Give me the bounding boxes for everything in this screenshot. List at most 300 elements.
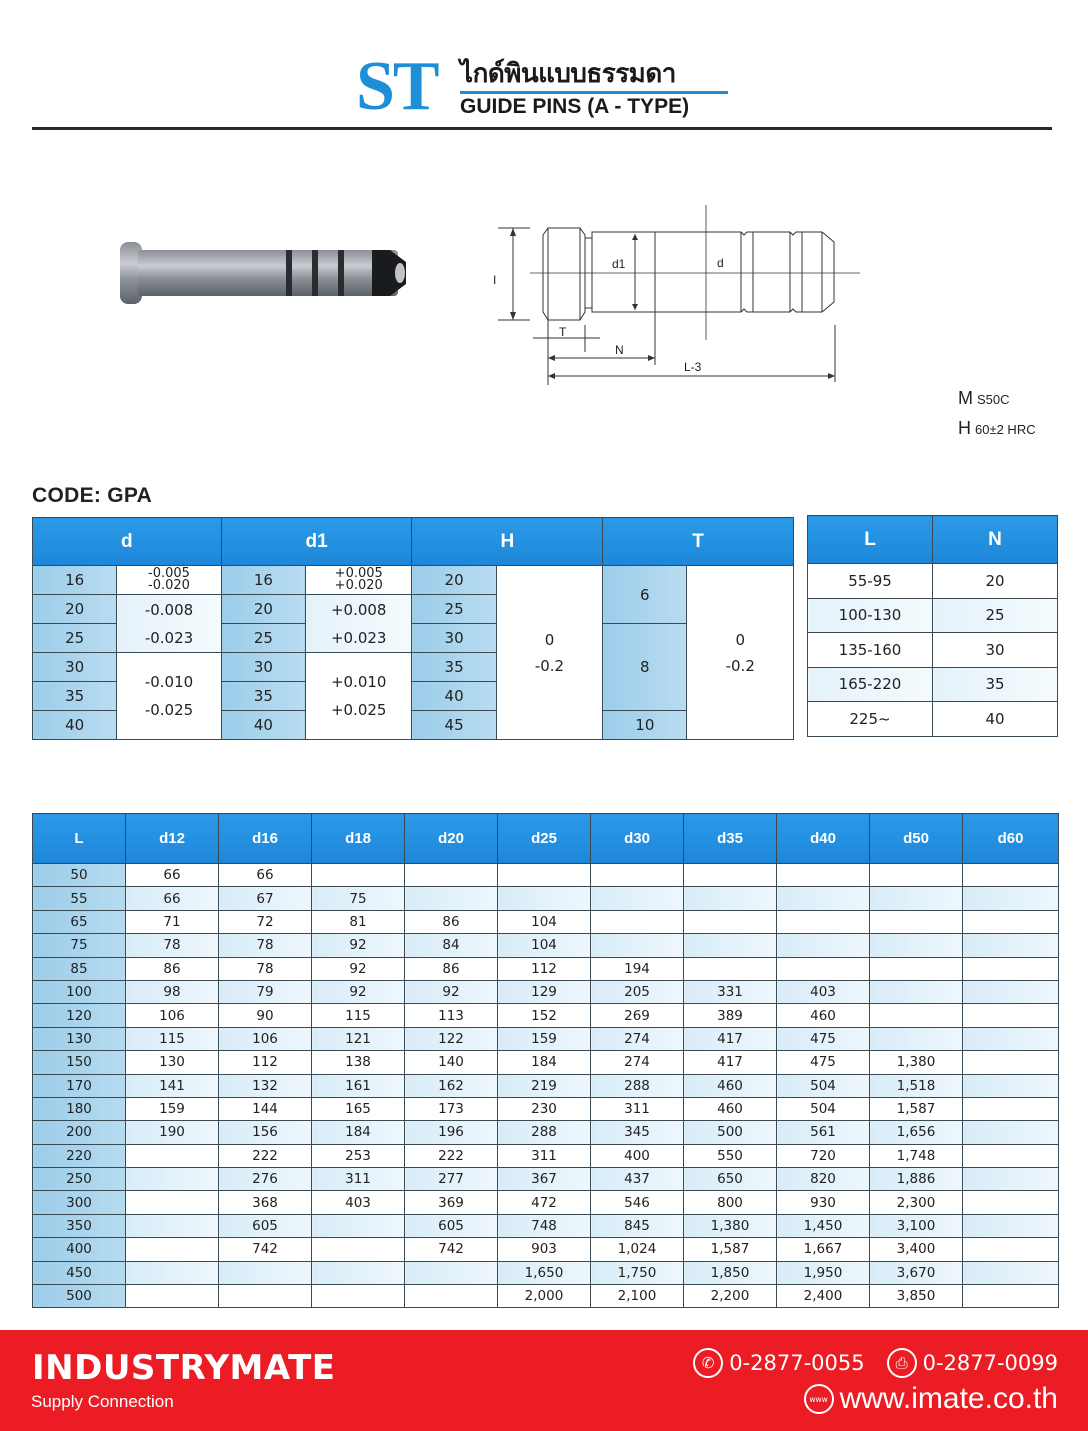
value-cell	[870, 980, 963, 1003]
value-cell: 368	[219, 1191, 312, 1214]
d-size: 25	[33, 624, 117, 653]
value-cell: 561	[777, 1121, 870, 1144]
length-cell: 200	[33, 1121, 126, 1144]
value-cell: 1,950	[777, 1261, 870, 1284]
label-d1: d1	[612, 257, 626, 271]
value-cell: 78	[219, 934, 312, 957]
value-cell: 288	[591, 1074, 684, 1097]
value-cell	[405, 864, 498, 887]
value-cell: 605	[219, 1214, 312, 1237]
value-cell: 1,587	[870, 1097, 963, 1120]
table-row	[33, 1168, 1059, 1191]
d-tolerance	[117, 653, 221, 740]
value-cell	[870, 910, 963, 933]
value-cell: 274	[591, 1051, 684, 1074]
value-cell	[126, 1285, 219, 1308]
value-cell: 140	[405, 1051, 498, 1074]
value-cell: 460	[684, 1097, 777, 1120]
label-height: I	[493, 273, 497, 287]
value-cell: 78	[219, 957, 312, 980]
value-cell: 159	[498, 1027, 591, 1050]
column-header-d30: d30	[591, 814, 684, 864]
value-cell: 367	[498, 1168, 591, 1191]
value-cell: 311	[498, 1144, 591, 1167]
value-cell	[405, 887, 498, 910]
material-spec	[958, 384, 1036, 444]
h-size: 30	[412, 624, 496, 653]
value-cell: 184	[312, 1121, 405, 1144]
length-cell: 130	[33, 1027, 126, 1050]
header-H: H	[412, 518, 603, 566]
value-cell: 205	[591, 980, 684, 1003]
table-row	[33, 1238, 1059, 1261]
value-cell: 277	[405, 1168, 498, 1191]
n-value: 35	[933, 667, 1058, 702]
value-cell: 472	[498, 1191, 591, 1214]
column-header-d20: d20	[405, 814, 498, 864]
ln-row	[808, 633, 1058, 668]
contact-line	[693, 1348, 1058, 1378]
web-icon: www	[804, 1384, 834, 1414]
value-cell	[963, 957, 1059, 980]
value-cell: 130	[126, 1051, 219, 1074]
tolerance-row	[33, 566, 794, 595]
website-link[interactable]: www.imate.co.th	[839, 1382, 1058, 1415]
value-cell: 113	[405, 1004, 498, 1027]
h-size: 20	[412, 566, 496, 595]
value-cell: 845	[591, 1214, 684, 1237]
value-cell: 219	[498, 1074, 591, 1097]
table-row	[33, 1144, 1059, 1167]
value-cell	[963, 887, 1059, 910]
value-cell: 2,400	[777, 1285, 870, 1308]
length-cell: 50	[33, 864, 126, 887]
d-tol-upper: -0.010	[144, 673, 194, 691]
h-size: 40	[412, 682, 496, 711]
value-cell	[126, 1144, 219, 1167]
label-N: N	[615, 343, 624, 357]
value-cell: 144	[219, 1097, 312, 1120]
value-cell	[126, 1168, 219, 1191]
value-cell: 417	[684, 1027, 777, 1050]
value-cell: 903	[498, 1238, 591, 1261]
value-cell	[870, 864, 963, 887]
value-cell: 800	[684, 1191, 777, 1214]
value-cell	[963, 1168, 1059, 1191]
value-cell: 222	[219, 1144, 312, 1167]
value-cell: 66	[126, 887, 219, 910]
length-range: 55-95	[808, 564, 933, 599]
brand-tagline: Supply Connection	[31, 1392, 174, 1411]
phone-number[interactable]: 0-2877-0055	[729, 1351, 865, 1375]
value-cell: 400	[591, 1144, 684, 1167]
value-cell: 184	[498, 1051, 591, 1074]
material-label: M	[958, 388, 973, 408]
value-cell: 138	[312, 1051, 405, 1074]
value-cell: 141	[126, 1074, 219, 1097]
value-cell	[870, 957, 963, 980]
value-cell: 66	[126, 864, 219, 887]
length-cell: 170	[33, 1074, 126, 1097]
d1-tol-upper: +0.010	[330, 673, 387, 691]
table-row	[33, 910, 1059, 933]
value-cell	[870, 1027, 963, 1050]
value-cell: 132	[219, 1074, 312, 1097]
value-cell: 1,656	[870, 1121, 963, 1144]
length-cell: 85	[33, 957, 126, 980]
column-header-d35: d35	[684, 814, 777, 864]
h-size: 25	[412, 595, 496, 624]
brand-logo: INDUSTRYMATE	[32, 1348, 336, 1388]
length-cell: 500	[33, 1285, 126, 1308]
value-cell: 1,850	[684, 1261, 777, 1284]
value-cell: 106	[219, 1027, 312, 1050]
value-cell	[126, 1261, 219, 1284]
length-cell: 300	[33, 1191, 126, 1214]
value-cell: 84	[405, 934, 498, 957]
tolerance-table	[32, 517, 794, 740]
value-cell: 3,400	[870, 1238, 963, 1261]
hardness-label: H	[958, 418, 971, 438]
value-cell: 3,850	[870, 1285, 963, 1308]
value-cell	[219, 1285, 312, 1308]
d1-tol-upper: +0.008	[330, 600, 387, 619]
value-cell: 460	[684, 1074, 777, 1097]
value-cell: 71	[126, 910, 219, 933]
d-size: 35	[33, 682, 117, 711]
value-cell: 437	[591, 1168, 684, 1191]
guide-pin-photo	[110, 238, 410, 308]
value-cell: 98	[126, 980, 219, 1003]
product-code: CODE: GPA	[32, 484, 153, 507]
value-cell	[963, 1004, 1059, 1027]
value-cell	[312, 1285, 405, 1308]
value-cell: 504	[777, 1097, 870, 1120]
pin-body	[138, 250, 398, 296]
value-cell: 86	[126, 957, 219, 980]
d-tol-lower: -0.025	[144, 701, 194, 719]
value-cell: 165	[312, 1097, 405, 1120]
value-cell	[312, 1238, 405, 1261]
length-cell: 120	[33, 1004, 126, 1027]
table-row	[33, 980, 1059, 1003]
value-cell: 104	[498, 910, 591, 933]
d1-size: 25	[221, 624, 305, 653]
value-cell: 1,750	[591, 1261, 684, 1284]
pin-groove	[312, 250, 318, 296]
value-cell	[591, 864, 684, 887]
value-cell: 106	[126, 1004, 219, 1027]
value-cell	[870, 1004, 963, 1027]
d-size: 40	[33, 711, 117, 740]
value-cell: 403	[777, 980, 870, 1003]
length-cell: 65	[33, 910, 126, 933]
value-cell: 742	[405, 1238, 498, 1261]
value-cell: 345	[591, 1121, 684, 1144]
value-cell: 2,200	[684, 1285, 777, 1308]
ln-row	[808, 702, 1058, 737]
value-cell: 1,650	[498, 1261, 591, 1284]
value-cell: 1,748	[870, 1144, 963, 1167]
header-divider	[32, 127, 1052, 130]
label-L: L-3	[684, 360, 702, 374]
length-cell: 75	[33, 934, 126, 957]
value-cell: 269	[591, 1004, 684, 1027]
length-n-table	[807, 515, 1058, 737]
value-cell: 1,450	[777, 1214, 870, 1237]
value-cell	[963, 1238, 1059, 1261]
length-cell: 400	[33, 1238, 126, 1261]
value-cell: 500	[684, 1121, 777, 1144]
h-tol-lower: -0.2	[534, 656, 565, 675]
value-cell: 92	[312, 934, 405, 957]
d-tolerance	[117, 566, 221, 595]
value-cell: 331	[684, 980, 777, 1003]
value-cell	[312, 864, 405, 887]
h-size: 35	[412, 653, 496, 682]
value-cell: 930	[777, 1191, 870, 1214]
value-cell: 550	[684, 1144, 777, 1167]
size-price-table	[32, 813, 1059, 1308]
value-cell	[963, 910, 1059, 933]
value-cell: 230	[498, 1097, 591, 1120]
d1-tol-lower: +0.023	[330, 628, 387, 647]
value-cell: 159	[126, 1097, 219, 1120]
t-tol-upper: 0	[735, 630, 746, 649]
value-cell: 3,670	[870, 1261, 963, 1284]
value-cell: 72	[219, 910, 312, 933]
table-row	[33, 1097, 1059, 1120]
value-cell	[963, 1097, 1059, 1120]
value-cell: 742	[219, 1238, 312, 1261]
value-cell: 311	[591, 1097, 684, 1120]
value-cell: 2,100	[591, 1285, 684, 1308]
value-cell	[405, 1285, 498, 1308]
column-header-d25: d25	[498, 814, 591, 864]
value-cell: 86	[405, 957, 498, 980]
website-line	[804, 1382, 1058, 1416]
value-cell	[777, 887, 870, 910]
value-cell: 475	[777, 1051, 870, 1074]
value-cell: 650	[684, 1168, 777, 1191]
value-cell: 86	[405, 910, 498, 933]
value-cell: 92	[312, 980, 405, 1003]
column-header-d50: d50	[870, 814, 963, 864]
length-cell: 55	[33, 887, 126, 910]
value-cell	[963, 1051, 1059, 1074]
value-cell: 222	[405, 1144, 498, 1167]
d-tol-lower: -0.020	[148, 578, 190, 593]
value-cell: 475	[777, 1027, 870, 1050]
value-cell: 274	[591, 1027, 684, 1050]
value-cell: 194	[591, 957, 684, 980]
value-cell: 253	[312, 1144, 405, 1167]
table-row	[33, 957, 1059, 980]
value-cell: 78	[126, 934, 219, 957]
value-cell: 92	[405, 980, 498, 1003]
pin-tip-face	[395, 263, 405, 283]
d-size: 30	[33, 653, 117, 682]
value-cell	[963, 1074, 1059, 1097]
length-range: 100-130	[808, 598, 933, 633]
value-cell	[963, 864, 1059, 887]
value-cell	[963, 1214, 1059, 1237]
d-tol-lower: -0.023	[144, 628, 194, 647]
value-cell: 66	[219, 864, 312, 887]
value-cell	[498, 864, 591, 887]
d1-tolerance	[306, 595, 412, 653]
table-row	[33, 1261, 1059, 1284]
header-N: N	[933, 516, 1058, 564]
value-cell: 115	[312, 1004, 405, 1027]
hardness-row	[958, 414, 1036, 444]
value-cell: 1,886	[870, 1168, 963, 1191]
table-row	[33, 1074, 1059, 1097]
value-cell	[126, 1214, 219, 1237]
value-cell	[777, 934, 870, 957]
value-cell: 92	[312, 957, 405, 980]
ln-header-row	[808, 516, 1058, 564]
length-range: 135-160	[808, 633, 933, 668]
value-cell: 2,000	[498, 1285, 591, 1308]
value-cell	[312, 1261, 405, 1284]
value-cell: 820	[777, 1168, 870, 1191]
value-cell	[963, 1121, 1059, 1144]
value-cell: 403	[312, 1191, 405, 1214]
value-cell	[963, 980, 1059, 1003]
column-header-d12: d12	[126, 814, 219, 864]
value-cell	[684, 864, 777, 887]
value-cell	[591, 910, 684, 933]
value-cell: 129	[498, 980, 591, 1003]
value-cell: 81	[312, 910, 405, 933]
value-cell	[777, 910, 870, 933]
drawing-head	[543, 228, 585, 320]
value-cell	[126, 1238, 219, 1261]
table-row	[33, 864, 1059, 887]
length-cell: 100	[33, 980, 126, 1003]
value-cell: 1,380	[684, 1214, 777, 1237]
page-title: GUIDE PINS (A - TYPE)	[460, 95, 690, 118]
d1-tolerance	[306, 653, 412, 740]
value-cell: 196	[405, 1121, 498, 1144]
value-cell: 79	[219, 980, 312, 1003]
value-cell: 156	[219, 1121, 312, 1144]
length-cell: 150	[33, 1051, 126, 1074]
ln-row	[808, 564, 1058, 599]
value-cell	[684, 934, 777, 957]
value-cell: 2,300	[870, 1191, 963, 1214]
value-cell: 162	[405, 1074, 498, 1097]
value-cell: 104	[498, 934, 591, 957]
length-range: 165-220	[808, 667, 933, 702]
value-cell: 504	[777, 1074, 870, 1097]
h-tolerance	[496, 566, 602, 740]
value-cell: 369	[405, 1191, 498, 1214]
d-tol-upper: -0.008	[144, 600, 194, 619]
value-cell: 112	[498, 957, 591, 980]
d-tolerance	[117, 595, 221, 653]
value-cell: 1,518	[870, 1074, 963, 1097]
value-cell: 748	[498, 1214, 591, 1237]
value-cell: 389	[684, 1004, 777, 1027]
fax-number[interactable]: 0-2877-0099	[922, 1351, 1058, 1375]
d1-size: 30	[221, 653, 305, 682]
d1-tol-lower: +0.025	[330, 701, 387, 719]
value-cell	[777, 864, 870, 887]
n-value: 40	[933, 702, 1058, 737]
value-cell: 122	[405, 1027, 498, 1050]
value-cell: 1,380	[870, 1051, 963, 1074]
header-d: d	[33, 518, 222, 566]
value-cell: 417	[684, 1051, 777, 1074]
t-tolerance	[687, 566, 794, 740]
t-tol-lower: -0.2	[725, 656, 755, 675]
value-cell: 1,587	[684, 1238, 777, 1261]
table-row	[33, 1121, 1059, 1144]
d1-tol-upper: +0.005	[334, 566, 383, 581]
value-cell: 161	[312, 1074, 405, 1097]
t-size: 8	[603, 624, 687, 711]
value-cell: 311	[312, 1168, 405, 1191]
value-cell	[684, 887, 777, 910]
value-cell: 112	[219, 1051, 312, 1074]
header-d1: d1	[221, 518, 412, 566]
value-cell: 173	[405, 1097, 498, 1120]
tolerance-header-row	[33, 518, 794, 566]
n-value: 30	[933, 633, 1058, 668]
label-T: T	[559, 325, 567, 339]
technical-drawing	[485, 200, 865, 390]
fax-icon: ⎙	[887, 1348, 917, 1378]
value-cell	[870, 934, 963, 957]
phone-icon: ✆	[693, 1348, 723, 1378]
length-cell: 350	[33, 1214, 126, 1237]
value-cell	[498, 887, 591, 910]
n-value: 20	[933, 564, 1058, 599]
value-cell: 288	[498, 1121, 591, 1144]
value-cell	[312, 1214, 405, 1237]
value-cell: 152	[498, 1004, 591, 1027]
value-cell: 190	[126, 1121, 219, 1144]
drawing-body	[592, 232, 834, 312]
value-cell: 90	[219, 1004, 312, 1027]
material-row	[958, 384, 1036, 414]
value-cell: 720	[777, 1144, 870, 1167]
table-row	[33, 1051, 1059, 1074]
value-cell	[405, 1261, 498, 1284]
d-size: 20	[33, 595, 117, 624]
value-cell	[591, 934, 684, 957]
table-row	[33, 887, 1059, 910]
length-cell: 450	[33, 1261, 126, 1284]
length-range: 225~	[808, 702, 933, 737]
value-cell	[963, 1191, 1059, 1214]
value-cell: 276	[219, 1168, 312, 1191]
label-d: d	[717, 256, 724, 270]
value-cell: 75	[312, 887, 405, 910]
series-logo: ST	[356, 48, 438, 125]
value-cell: 1,024	[591, 1238, 684, 1261]
value-cell	[219, 1261, 312, 1284]
column-header-d16: d16	[219, 814, 312, 864]
ln-row	[808, 667, 1058, 702]
title-underline	[460, 91, 728, 94]
d-size: 16	[33, 566, 117, 595]
column-header-d18: d18	[312, 814, 405, 864]
column-header-d40: d40	[777, 814, 870, 864]
length-cell: 180	[33, 1097, 126, 1120]
